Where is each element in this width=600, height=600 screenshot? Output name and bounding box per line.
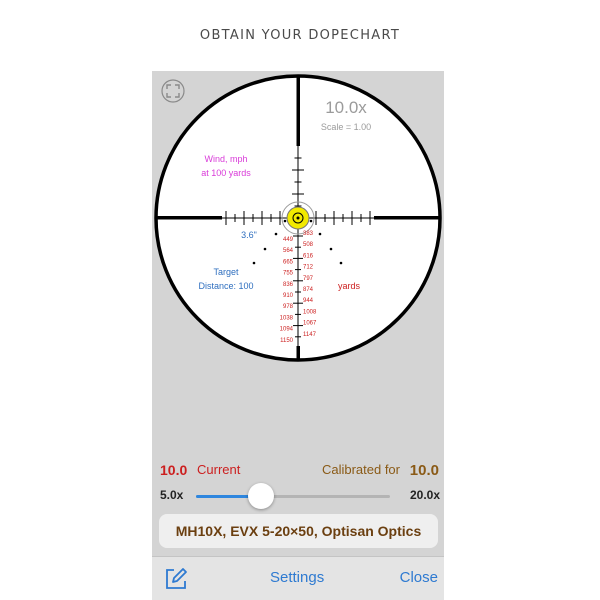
left-post <box>156 216 222 220</box>
wind-label-line1: Wind, mph <box>204 154 248 164</box>
close-button[interactable]: Close <box>399 569 438 586</box>
tab-bar <box>152 556 444 600</box>
zoom-slider[interactable] <box>196 495 390 498</box>
range-label: 616 <box>303 253 314 260</box>
range-label: 712 <box>303 264 314 271</box>
range-label: 564 <box>282 248 293 255</box>
slider-max-label: 20.0x <box>409 488 440 502</box>
wind-dot <box>310 220 313 223</box>
expand-icon[interactable] <box>162 80 184 102</box>
range-label: 1094 <box>279 326 293 333</box>
wind-dot <box>319 233 322 236</box>
settings-button[interactable]: Settings <box>270 569 325 586</box>
target-label-line1: Target <box>213 267 239 277</box>
top-post <box>297 76 301 146</box>
range-label: 1008 <box>303 309 317 316</box>
wind-label-line2: at 100 yards <box>201 168 251 178</box>
slider-min-label: 5.0x <box>160 488 184 502</box>
reticle-view[interactable] <box>152 71 444 451</box>
range-label: 874 <box>303 287 314 293</box>
range-label: 1150 <box>280 337 293 344</box>
bottom-post <box>297 346 301 361</box>
app-screen <box>152 71 444 600</box>
current-zoom-label: Current <box>197 462 241 477</box>
range-label: 1067 <box>303 320 317 327</box>
zoom-status-row <box>152 462 444 482</box>
wind-dot <box>253 262 256 265</box>
calibrated-label: Calibrated for <box>321 462 400 477</box>
wind-dot <box>340 262 343 265</box>
range-label: 665 <box>282 259 293 266</box>
edit-icon[interactable] <box>164 567 188 591</box>
range-label: 797 <box>303 275 314 282</box>
zoom-slider-thumb[interactable] <box>248 483 274 509</box>
range-label: 910 <box>282 293 293 299</box>
magnification-label: 10.0x <box>325 98 367 117</box>
range-label: 1147 <box>303 331 316 338</box>
center-dot <box>297 217 300 220</box>
range-label: 383 <box>303 231 314 237</box>
wind-dot <box>275 233 278 236</box>
range-label: 755 <box>282 270 293 277</box>
current-zoom-value: 10.0 <box>160 462 188 478</box>
range-label: 1038 <box>279 315 293 322</box>
wind-dot <box>330 248 333 251</box>
zoom-slider-row <box>152 483 444 509</box>
yards-label: yards <box>337 281 361 291</box>
wind-dot <box>264 248 267 251</box>
calibrated-value: 10.0 <box>409 462 439 479</box>
page-title: OBTAIN YOUR DOPECHART <box>199 28 401 43</box>
wind-dot <box>284 220 287 223</box>
range-label: 836 <box>282 281 293 288</box>
range-label: 978 <box>282 304 293 311</box>
target-label-line2: Distance: 100 <box>198 281 254 291</box>
range-label: 944 <box>303 298 314 305</box>
scale-label: Scale = 1.00 <box>320 122 372 132</box>
scope-select-button[interactable]: MH10X, EVX 5-20×50, Optisan Optics <box>159 514 438 548</box>
range-label: 449 <box>282 237 293 243</box>
right-post <box>374 216 440 220</box>
hold-value-label: 3.6" <box>241 230 257 240</box>
range-label: 508 <box>303 242 314 249</box>
